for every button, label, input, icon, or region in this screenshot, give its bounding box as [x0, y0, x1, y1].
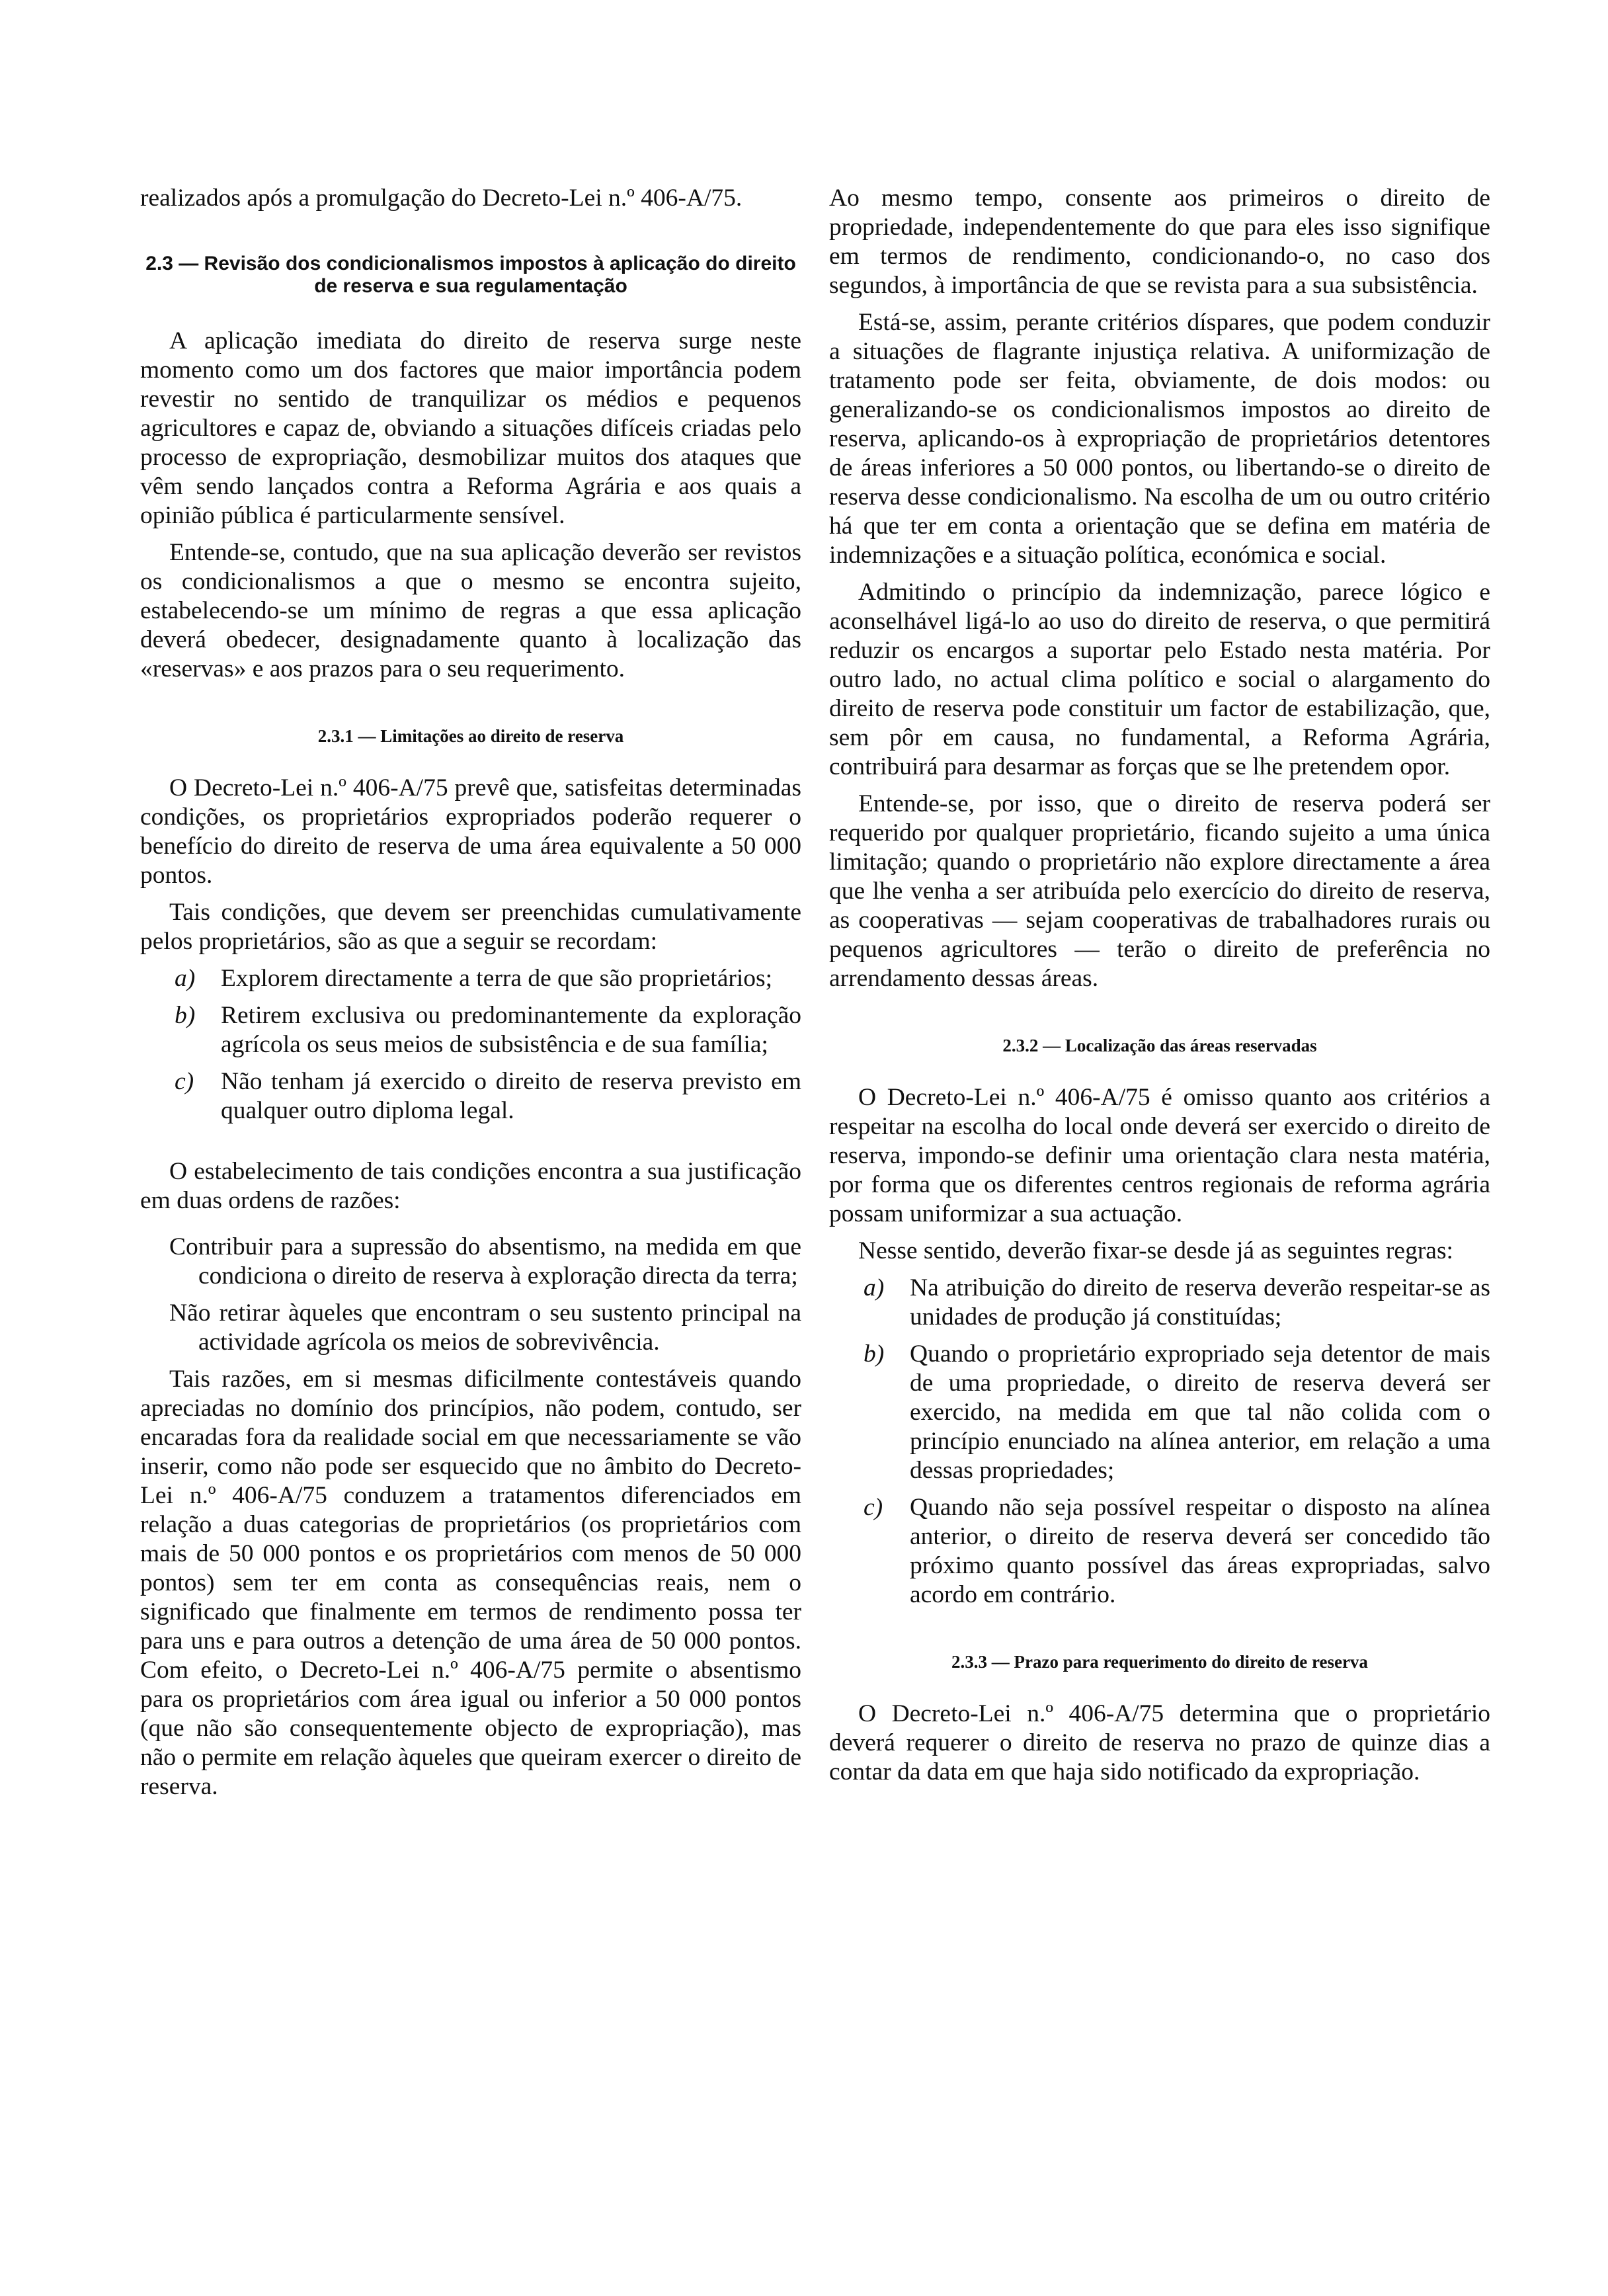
subsection-heading-2-3-2: 2.3.2 — Localização das áreas reservadas	[1002, 1036, 1317, 1055]
subsection-heading-2-3-3: 2.3.3 — Prazo para requerimento do direito de reserva	[951, 1652, 1368, 1672]
paragraph: Está-se, assim, perante critérios díspares, que podem conduzir a situações de flagrante injustiça relativa. A uniformização de tratamento pode ser feita, obviamente, de dois modos: ou generalizando-se os condicionalismos impostos ao direito de reserva, aplicando-os à expropriação de proprietários detentores de áreas inferiores a 50 000 pontos, ou libertando-se o direito de reserva desse condicionalismo. Na escolha de um ou outro critério há que ter em conta a orientação que se defina em matéria de indemnizações e a situação política, económica e social.	[829, 309, 1490, 569]
paragraph: A aplicação imediata do direito de reserva surge neste momento como um dos factores que maior importância podem revestir no sentido de tranquilizar os médios e pequenos agricultores e capaz de, obviando a situações difíceis criadas pelo processo de expropriação, desmobilizar muitos dos ataques que vêm sendo lançados contra a Reforma Agrária e aos quais a opinião pública é particularmente sensível.	[140, 327, 801, 529]
reasons-block	[140, 1233, 801, 1357]
reason-text: Contribuir para a supressão do absentismo, na medida em que condiciona o direito de reserva à exploração directa da terra;	[169, 1233, 801, 1290]
list-item-text: Não tenham já exercido o direito de reserva previsto em qualquer outro diploma legal.	[221, 1068, 801, 1124]
list-item-text: Na atribuição do direito de reserva deverão respeitar-se as unidades de produção já constituídas;	[910, 1274, 1490, 1331]
list-item-text: Retirem exclusiva ou predominantemente da exploração agrícola os seus meios de subsistência e de sua família;	[221, 1002, 801, 1058]
paragraph: Entende-se, por isso, que o direito de reserva poderá ser requerido por qualquer proprietário, ficando sujeito a uma única limitação; quando o proprietário não explore directamente a área que lhe venha a ser atribuída pelo exercício do direito de reserva, as cooperativas — sejam cooperativas de trabalhadores rurais ou pequenos agricultores — terão o direito de preferência no arrendamento dessas áreas.	[829, 790, 1490, 992]
reason-item	[140, 1299, 801, 1357]
paragraph-continuation: Ao mesmo tempo, consente aos primeiros o direito de propriedade, independentemente do que para eles isso signifique em termos de rendimento, condicionando-o, no caso dos segundos, à importância de que se revista para a sua subsistência.	[829, 184, 1490, 299]
paragraph-continuation: realizados após a promulgação do Decreto-Lei n.º 406-A/75.	[140, 184, 743, 212]
list-item	[140, 1001, 801, 1059]
paragraph: O Decreto-Lei n.º 406-A/75 é omisso quanto aos critérios a respeitar na escolha do local onde deverá ser exercido o direito de reserva, impondo-se definir uma orientação clara nesta matéria, por forma que os diferentes centros regionais de reforma agrária possam uniformizar a sua actuação.	[829, 1084, 1490, 1227]
list-marker: a)	[864, 1274, 885, 1301]
paragraph: Tais condições, que devem ser preenchidas cumulativamente pelos proprietários, são as que a seguir se recordam:	[140, 899, 801, 955]
list-item	[829, 1493, 1490, 1610]
paragraph: O Decreto-Lei n.º 406-A/75 prevê que, satisfeitas determinadas condições, os proprietários expropriados poderão requerer o benefício do direito de reserva de uma área equivalente a 50 000 pontos.	[140, 774, 801, 889]
list-item	[829, 1274, 1490, 1332]
list-marker: c)	[175, 1068, 194, 1095]
conditions-list	[140, 964, 801, 1126]
list-marker: b)	[864, 1340, 885, 1368]
paragraph: O Decreto-Lei n.º 406-A/75 determina que o proprietário deverá requerer o direito de reserva no prazo de quinze dias a contar da data em que haja sido notificado da expropriação.	[829, 1700, 1490, 1785]
list-item-text: Quando não seja possível respeitar o disposto na alínea anterior, o direito de reserva deverá ser concedido tão próximo quanto possível das áreas expropriadas, salvo acordo em contrário.	[910, 1494, 1490, 1608]
paragraph: O estabelecimento de tais condições encontra a sua justificação em duas ordens de razões:	[140, 1158, 801, 1214]
list-item-text: Quando o proprietário expropriado seja detentor de mais de uma propriedade, o direito de reserva deverá ser exercido, na medida em que tal não colida com o princípio enunciado na alínea anterior, em relação a uma dessas propriedades;	[910, 1340, 1490, 1484]
subsection-heading-2-3-1: 2.3.1 — Limitações ao direito de reserva	[317, 726, 624, 746]
spacer	[140, 1126, 801, 1157]
left-column	[140, 184, 801, 1801]
list-item	[140, 1067, 801, 1126]
list-item	[140, 964, 801, 993]
right-column	[829, 184, 1490, 1787]
reason-item	[140, 1233, 801, 1291]
rules-list	[829, 1274, 1490, 1610]
paragraph: Entende-se, contudo, que na sua aplicação deverão ser revistos os condicionalismos a que o mesmo se encontra sujeito, estabelecendo-se um mínimo de regras a que essa aplicação deverá obedecer, designadamente quanto à localização das «reservas» e aos prazos para o seu requerimento.	[140, 539, 801, 682]
list-marker: c)	[864, 1494, 883, 1521]
list-item	[829, 1340, 1490, 1485]
section-heading-2-3: 2.3 — Revisão dos condicionalismos impostos à aplicação do direito de reserva e sua regulamentação	[145, 253, 796, 297]
paragraph: Admitindo o princípio da indemnização, parece lógico e aconselhável ligá-lo ao uso do direito de reserva, o que permitirá reduzir os encargos a suportar pelo Estado nesta matéria. Por outro lado, no actual clima político e social o alargamento do direito de reserva pode constituir um factor de estabilização, que, sem pôr em causa, no fundamental, a Reforma Agrária, contribuirá para desarmar as forças que se lhe pretendem opor.	[829, 579, 1490, 780]
reason-text: Não retirar àqueles que encontram o seu sustento principal na actividade agrícola os meios de sobrevivência.	[169, 1299, 801, 1356]
list-marker: b)	[175, 1002, 196, 1029]
paragraph: Tais razões, em si mesmas dificilmente contestáveis quando apreciadas no domínio dos princípios, não podem, contudo, ser encaradas fora da realidade social em que necessariamente se vão inserir, como não pode ser esquecido que no âmbito do Decreto-Lei n.º 406-A/75 conduzem a tratamentos diferenciados em relação a duas categorias de proprietários (os proprietários com mais de 50 000 pontos e os proprietários com menos de 50 000 pontos) sem ter em conta as consequências reais, nem o significado que finalmente em termos de rendimento possa ter para uns e para outros a detenção de uma área de 50 000 pontos. Com efeito, o Decreto-Lei n.º 406-A/75 permite o absentismo para os proprietários com área igual ou inferior a 50 000 pontos (que não são consequentemente objecto de expropriação), mas não o permite em relação àqueles que queiram exercer o direito de reserva.	[140, 1366, 801, 1800]
list-marker: a)	[175, 965, 196, 992]
paragraph: Nesse sentido, deverão fixar-se desde já as seguintes regras:	[858, 1237, 1453, 1264]
list-item-text: Explorem directamente a terra de que são proprietários;	[221, 965, 773, 992]
